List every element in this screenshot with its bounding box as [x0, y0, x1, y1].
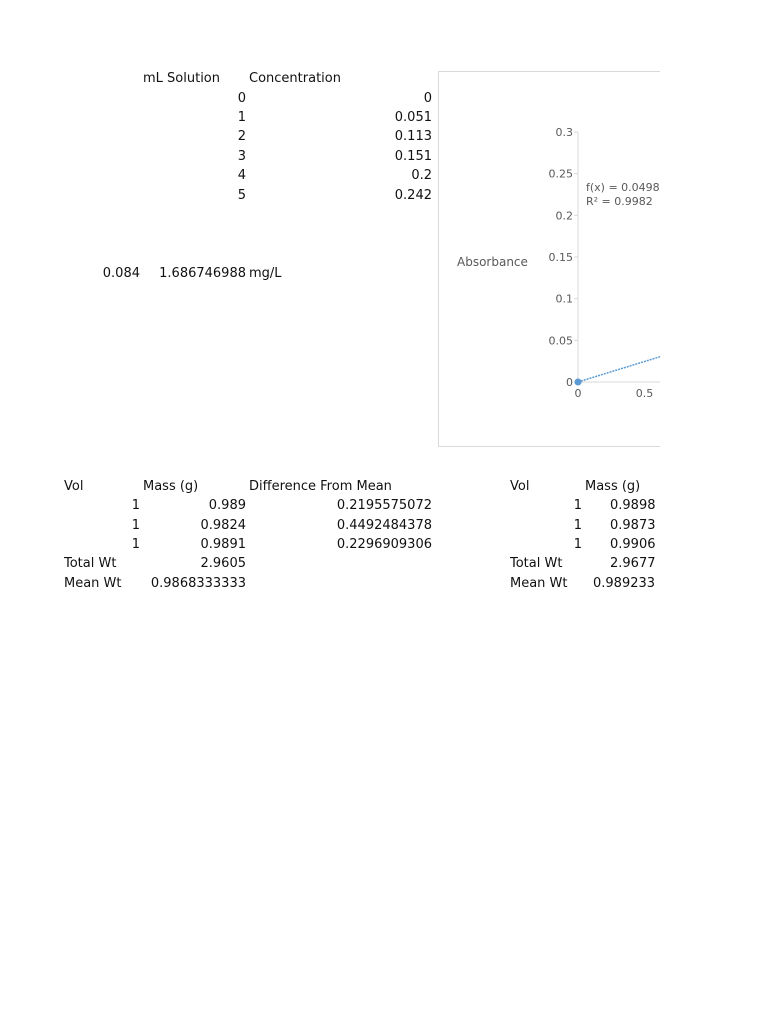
y-tick-label: 0 [566, 376, 573, 389]
table2-diff-0: 0.2195575072 [336, 498, 432, 513]
table3-mass-1: 0.9873 [610, 518, 656, 533]
table1-ml-4: 4 [237, 168, 246, 183]
table3-total-value: 2.9677 [610, 556, 656, 571]
result-unit: mg/L [249, 266, 282, 281]
table3-mean-label: Mean Wt [510, 576, 568, 591]
result-absorbance: 0.084 [102, 266, 140, 281]
table2-total-label: Total Wt [64, 556, 117, 571]
table1-ml-0: 0 [237, 91, 246, 106]
x-tick-label: 0 [574, 387, 582, 400]
table1-conc-0: 0 [423, 91, 432, 106]
table3-mass-2: 0.9906 [610, 537, 656, 552]
table1-ml-3: 3 [237, 149, 246, 164]
table1-conc-5: 0.242 [394, 188, 432, 203]
trend-equation: f(x) = 0.0498 [586, 181, 660, 194]
table2-header-diff: Difference From Mean [249, 479, 392, 494]
y-tick-label: 0.15 [548, 251, 573, 264]
table3-vol-2: 1 [573, 537, 582, 552]
result-value: 1.686746988 [159, 266, 246, 281]
x-tick-label: 0.5 [635, 387, 654, 400]
y-tick-label: 0.05 [548, 334, 573, 348]
table2-header-mass: Mass (g) [143, 479, 199, 494]
table2-diff-2: 0.2296909306 [336, 537, 432, 552]
table3-vol-1: 1 [573, 518, 582, 533]
y-tick-label: 0.3 [555, 126, 573, 139]
table1-ml-5: 5 [237, 188, 246, 203]
table1-ml-2: 2 [237, 129, 246, 144]
table3-header-mass: Mass (g) [585, 479, 641, 494]
table2-vol-0: 1 [131, 498, 140, 513]
table2-mass-0: 0.989 [208, 498, 246, 513]
trendline [578, 356, 660, 382]
trend-r-squared: R² = 0.9982 [586, 195, 653, 208]
chart-svg [439, 72, 660, 448]
table2-mean-label: Mean Wt [64, 576, 122, 591]
header-concentration: Concentration [249, 71, 341, 86]
table3-total-label: Total Wt [510, 556, 563, 571]
table2-vol-2: 1 [131, 537, 140, 552]
header-ml-solution: mL Solution [143, 71, 220, 86]
table3-header-vol: Vol [510, 479, 530, 494]
table2-vol-1: 1 [131, 518, 140, 533]
table1-conc-2: 0.113 [394, 129, 432, 144]
table3-mean-value: 0.989233 [593, 576, 656, 591]
table2-mean-value: 0.9868333333 [150, 576, 246, 591]
y-tick-label: 0.2 [555, 209, 573, 223]
table1-conc-1: 0.051 [394, 110, 432, 125]
table1-conc-4: 0.2 [411, 168, 432, 183]
table2-total-value: 2.9605 [200, 556, 246, 571]
table1-conc-3: 0.151 [394, 149, 432, 164]
table3-mass-0: 0.9898 [610, 498, 656, 513]
table2-diff-1: 0.4492484378 [336, 518, 432, 533]
table1-ml-1: 1 [237, 110, 246, 125]
data-point [575, 379, 582, 386]
table3-vol-0: 1 [573, 498, 582, 513]
calibration-chart[interactable] [438, 71, 660, 447]
y-tick-label: 0.25 [548, 167, 573, 181]
table2-header-vol: Vol [64, 479, 84, 494]
y-axis-title: Absorbance [457, 255, 528, 269]
table2-mass-2: 0.9891 [200, 537, 246, 552]
table2-mass-1: 0.9824 [200, 518, 246, 533]
y-tick-label: 0.1 [555, 292, 573, 306]
